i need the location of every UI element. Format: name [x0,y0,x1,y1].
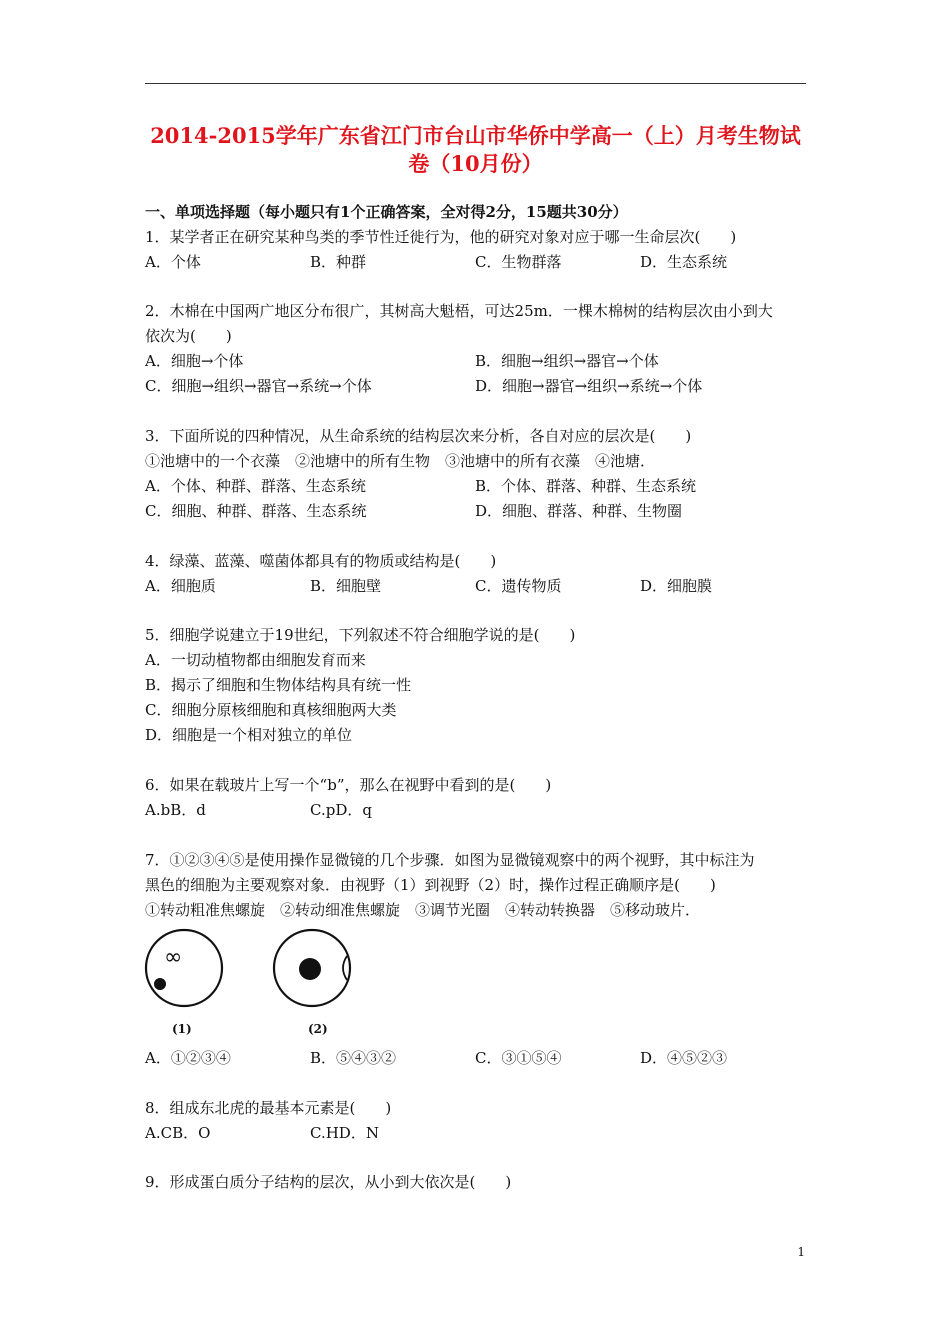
q5-option-d: D．细胞是一个相对独立的单位 [145,726,353,744]
question-1-stem: 1．某学者正在研究某种鸟类的季节性迁徙行为，他的研究对象对应于哪一生命层次( ) [145,228,737,246]
q5-option-c: C．细胞分原核细胞和真核细胞两大类 [145,701,397,719]
q3-option-d: D．细胞、群落、种群、生物圈 [475,502,683,520]
field-2-target-cell [299,958,321,980]
q2-option-d: D．细胞→器官→组织→系统→个体 [475,377,703,395]
q2-option-b: B．细胞→组织→器官→个体 [475,352,659,370]
q1-option-b: B．种群 [310,253,367,271]
q4-option-a: A．细胞质 [145,577,216,595]
question-8-stem: 8．组成东北虎的最基本元素是( ) [145,1099,392,1117]
question-7-steps: ①转动粗准焦螺旋 ②转动细准焦螺旋 ③调节光圈 ④转动转换器 ⑤移动玻片． [145,901,701,919]
microscope-fields-figure [140,926,380,1036]
header-rule [145,83,806,84]
q6-options-cd: C.pD．q [310,801,372,819]
q8-options-cd: C.HD．N [310,1124,379,1142]
question-2-stem-line2: 依次为( ) [145,327,232,345]
field-1-circle [146,930,222,1006]
field-2-edge-cell [343,956,347,980]
q1-option-a: A．个体 [145,253,201,271]
q7-option-d: D．④⑤②③ [640,1049,728,1067]
q7-option-b: B．⑤④③② [310,1049,397,1067]
q7-option-a: A．①②③④ [145,1049,231,1067]
field-2-label: (2) [308,1022,328,1036]
q2-option-a: A．细胞→个体 [145,352,244,370]
q3-option-b: B．个体、群落、种群、生态系统 [475,477,697,495]
field-1-dividing-cells: ∞ [164,945,183,970]
q1-option-d: D．生态系统 [640,253,728,271]
q5-option-a: A．一切动植物都由细胞发育而来 [145,651,366,669]
question-3-items: ①池塘中的一个衣藻 ②池塘中的所有生物 ③池塘中的所有衣藻 ④池塘． [145,452,656,470]
question-3-stem: 3．下面所说的四种情况，从生命系统的结构层次来分析，各自对应的层次是( ) [145,427,692,445]
question-6-stem: 6．如果在载玻片上写一个“b”，那么在视野中看到的是( ) [145,776,552,794]
field-1-target-cell [154,978,166,990]
q1-option-c: C．生物群落 [475,253,562,271]
q4-option-d: D．细胞膜 [640,577,713,595]
q7-option-c: C．③①⑤④ [475,1049,562,1067]
exam-title: 2014-2015学年广东省江门市台山市华侨中学高一（上）月考生物试卷（10月份） [150,123,801,176]
q5-option-b: B．揭示了细胞和生物体结构具有统一性 [145,676,412,694]
question-9-stem: 9．形成蛋白质分子结构的层次，从小到大依次是( ) [145,1173,512,1191]
question-2-stem-line1: 2．木棉在中国两广地区分布很广，其树高大魁梧，可达25m．一棵木棉树的结构层次由小到大 [145,302,773,320]
q8-options-ab: A.CB．O [145,1124,211,1142]
field-1-label: (1) [172,1022,192,1036]
question-7-stem-line1: 7．①②③④⑤是使用操作显微镜的几个步骤．如图为显微镜观察中的两个视野，其中标注为 [145,851,755,869]
question-7-stem-line2: 黑色的细胞为主要观察对象．由视野（1）到视野（2）时，操作过程正确顺序是( ) [145,876,716,894]
section-heading: 一、单项选择题（每小题只有1个正确答案，全对得2分，15题共30分） [145,203,628,221]
q4-option-c: C．遗传物质 [475,577,562,595]
page-number: 1 [797,1245,805,1259]
question-4-stem: 4．绿藻、蓝藻、噬菌体都具有的物质或结构是( ) [145,552,497,570]
q4-option-b: B．细胞壁 [310,577,382,595]
q3-option-a: A．个体、种群、群落、生态系统 [145,477,366,495]
q6-options-ab: A.bB．d [145,801,206,819]
microscope-fields-svg [140,926,380,1016]
q2-option-c: C．细胞→组织→器官→系统→个体 [145,377,372,395]
q3-option-c: C．细胞、种群、群落、生态系统 [145,502,367,520]
question-5-stem: 5．细胞学说建立于19世纪，下列叙述不符合细胞学说的是( ) [145,626,576,644]
